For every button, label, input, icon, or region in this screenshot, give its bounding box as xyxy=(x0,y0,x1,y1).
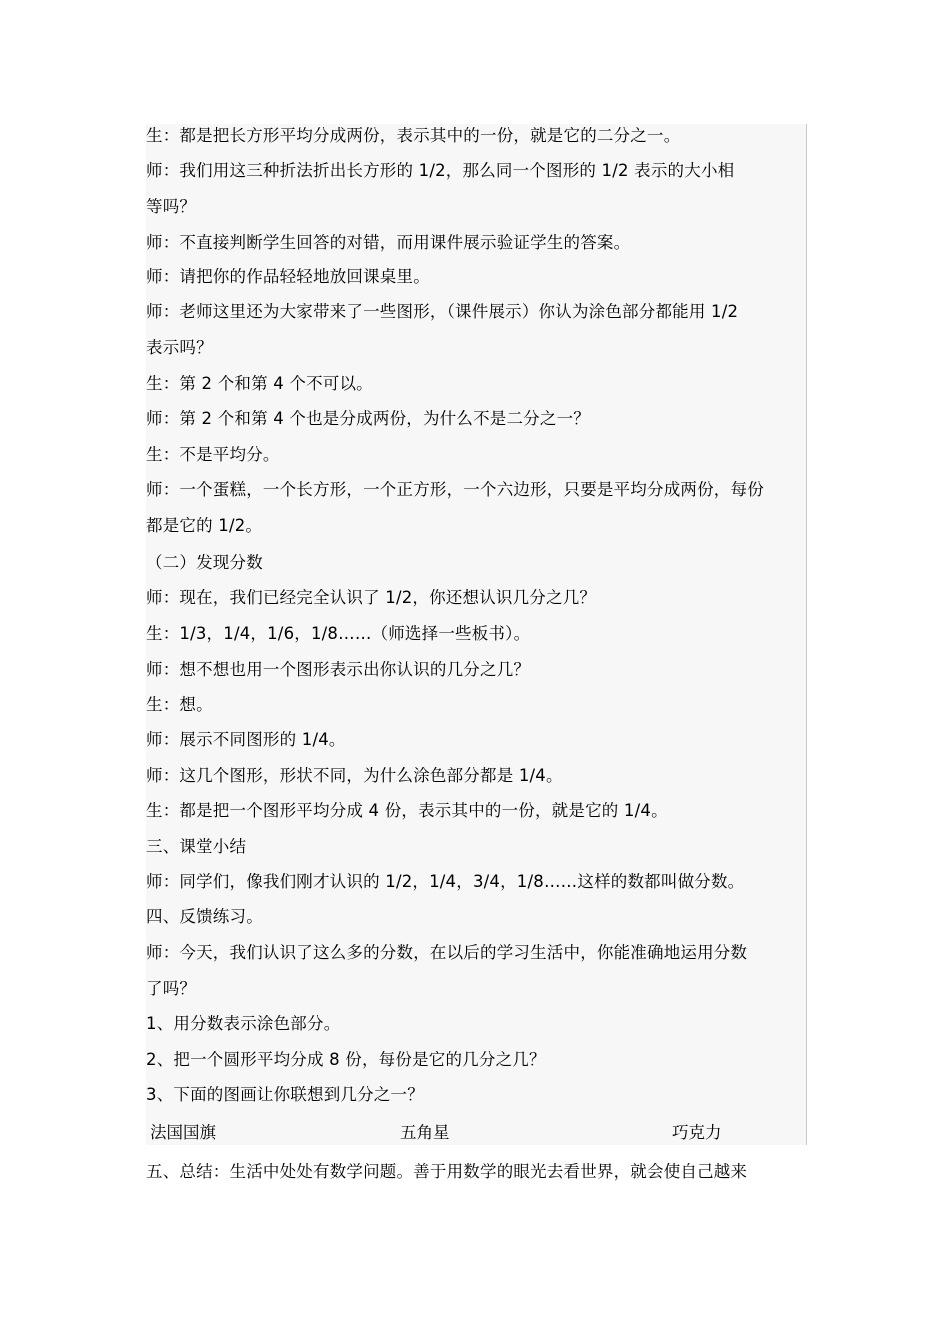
text-line: 了吗？ xyxy=(146,979,197,998)
text-line: 生：都是把长方形平均分成两份，表示其中的一份，就是它的二分之一。 xyxy=(146,126,681,145)
text-line: 师：今天，我们认识了这么多的分数，在以后的学习生活中，你能准确地运用分数 xyxy=(146,943,748,962)
text-line: 师：不直接判断学生回答的对错，而用课件展示验证学生的答案。 xyxy=(146,233,631,252)
text-line: 生：都是把一个图形平均分成 4 份，表示其中的一份，就是它的 1/4。 xyxy=(146,801,668,820)
option-chocolate: 巧克力 xyxy=(672,1123,722,1142)
section-heading: 四、反馈练习。 xyxy=(146,907,263,926)
section-heading: 三、课堂小结 xyxy=(146,837,247,856)
option-five-point-star: 五角星 xyxy=(400,1123,450,1142)
text-line: 师：想不想也用一个图形表示出你认识的几分之几？ xyxy=(146,660,531,679)
text-line: 师：这几个图形，形状不同，为什么涂色部分都是 1/4。 xyxy=(146,766,563,785)
text-line: 师：第 2 个和第 4 个也是分成两份，为什么不是二分之一？ xyxy=(146,409,590,428)
exercise-item: 2、把一个圆形平均分成 8 份，每份是它的几分之几？ xyxy=(146,1050,546,1069)
text-line: 师：一个蛋糕，一个长方形，一个正方形，一个六边形，只要是平均分成两份，每份 xyxy=(146,480,764,499)
text-line: 师：请把你的作品轻轻地放回课桌里。 xyxy=(146,267,430,286)
text-line: 生：不是平均分。 xyxy=(146,445,280,464)
text-line: 生：想。 xyxy=(146,695,213,714)
text-line: 等吗？ xyxy=(146,197,197,216)
text-line: 生：第 2 个和第 4 个不可以。 xyxy=(146,374,373,393)
text-line: 师：现在，我们已经完全认识了 1/2，你还想认识几分之几？ xyxy=(146,588,597,607)
text-line: 师：我们用这三种折法折出长方形的 1/2，那么同一个图形的 1/2 表示的大小相 xyxy=(146,161,735,180)
summary-line: 五、总结：生活中处处有数学问题。善于用数学的眼光去看世界，就会使自己越来 xyxy=(146,1162,748,1181)
section-heading: （二）发现分数 xyxy=(146,553,263,572)
option-french-flag: 法国国旗 xyxy=(150,1123,216,1142)
text-line: 师：老师这里还为大家带来了一些图形，（课件展示）你认为涂色部分都能用 1/2 xyxy=(146,302,739,321)
exercise-item: 1、用分数表示涂色部分。 xyxy=(146,1014,341,1033)
text-line: 师：展示不同图形的 1/4。 xyxy=(146,730,346,749)
text-line: 表示吗？ xyxy=(146,338,213,357)
text-line: 师：同学们，像我们刚才认识的 1/2，1/4，3/4，1/8……这样的数都叫做分数。 xyxy=(146,872,745,891)
text-line: 都是它的 1/2。 xyxy=(146,516,263,535)
exercise-item: 3、下面的图画让你联想到几分之一？ xyxy=(146,1085,424,1104)
text-line: 生：1/3，1/4，1/6，1/8……（师选择一些板书）。 xyxy=(146,624,531,643)
